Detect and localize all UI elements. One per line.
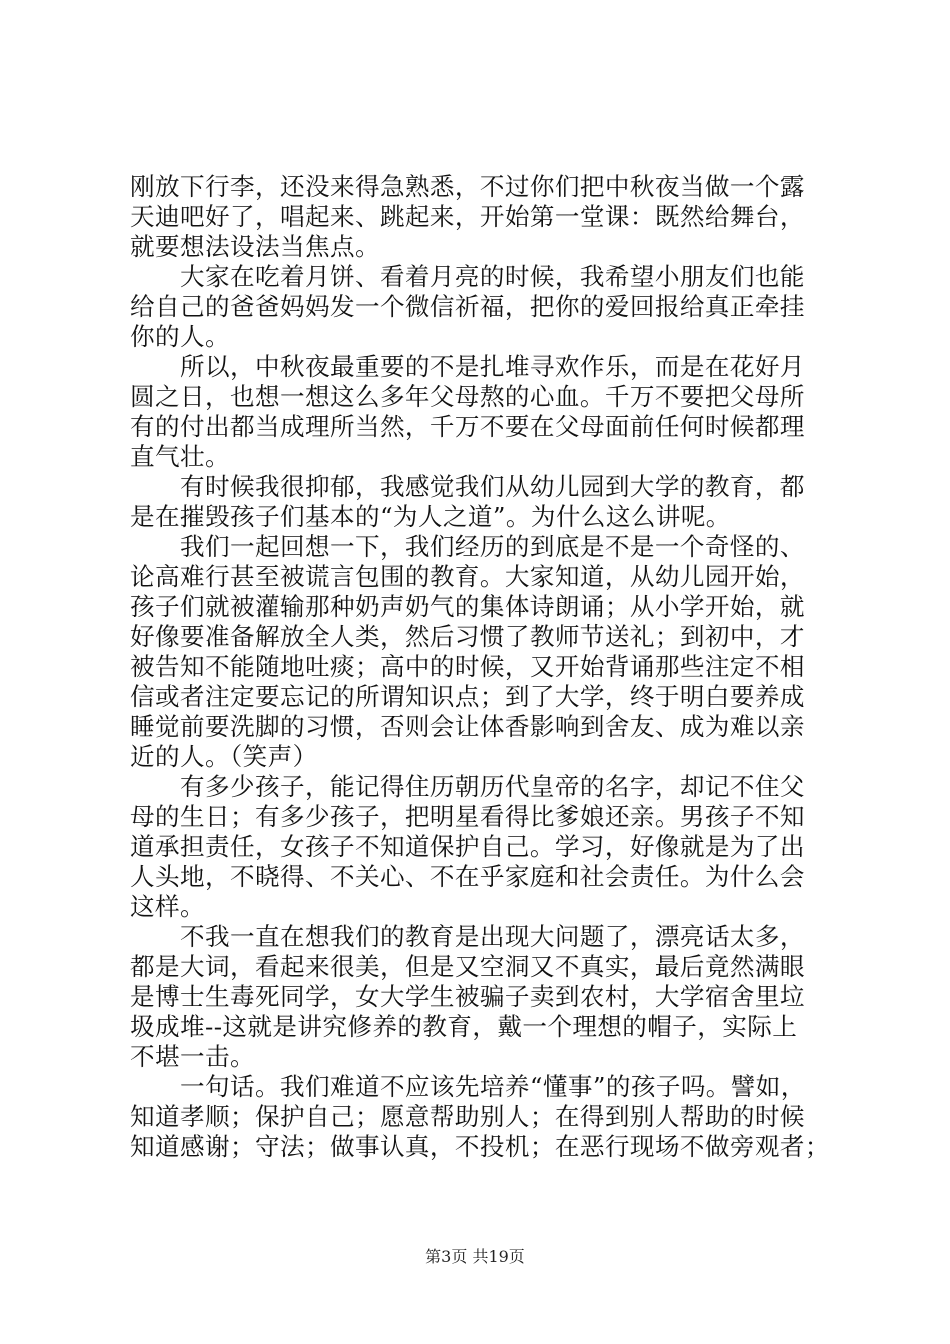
- text-line: 不我一直在想我们的教育是出现大问题了，漂亮话太多，: [130, 922, 805, 951]
- text-line: 是博士生毒死同学，女大学生被骗子卖到农村，大学宿舍里垃: [130, 982, 805, 1011]
- text-line: 是在摧毁孩子们基本的“为人之道”。为什么这么讲呢。: [130, 502, 731, 531]
- text-line: 好像要准备解放全人类，然后习惯了教师节送礼；到初中，才: [130, 622, 805, 651]
- text-line: 有多少孩子，能记得住历朝历代皇帝的名字，却记不住父: [130, 772, 805, 801]
- document-body: [130, 172, 840, 1162]
- text-line: 知道感谢；守法；做事认真，不投机；在恶行现场不做旁观者；: [130, 1132, 830, 1161]
- text-line: 给自己的爸爸妈妈发一个微信祈福，把你的爱回报给真正牵挂: [130, 292, 805, 321]
- text-line: 直气壮。: [130, 442, 230, 471]
- text-line: 睡觉前要洗脚的习惯，否则会让体香影响到舍友、成为难以亲: [130, 712, 805, 741]
- text-line: 天迪吧好了，唱起来、跳起来，开始第一堂课：既然给舞台，: [130, 202, 805, 231]
- text-line: 我们一起回想一下，我们经历的到底是不是一个奇怪的、: [130, 532, 805, 561]
- text-line: 圆之日，也想一想这么多年父母熬的心血。千万不要把父母所: [130, 382, 805, 411]
- text-line: 信或者注定要忘记的所谓知识点；到了大学，终于明白要养成: [130, 682, 805, 711]
- text-line: 所以，中秋夜最重要的不是扎堆寻欢作乐，而是在花好月: [130, 352, 805, 381]
- text-line: 一句话。我们难道不应该先培养“懂事”的孩子吗。譬如，: [130, 1072, 806, 1101]
- text-line: 道承担责任，女孩子不知道保护自己。学习，好像就是为了出: [130, 832, 805, 861]
- text-line: 有的付出都当成理所当然，千万不要在父母面前任何时候都理: [130, 412, 805, 441]
- text-line: 刚放下行李，还没来得急熟悉，不过你们把中秋夜当做一个露: [130, 172, 805, 201]
- text-line: 大家在吃着月饼、看着月亮的时候，我希望小朋友们也能: [130, 262, 805, 291]
- text-line: 都是大词，看起来很美，但是又空洞又不真实，最后竟然满眼: [130, 952, 805, 981]
- text-line: 你的人。: [130, 322, 230, 351]
- text-line: 近的人。（笑声）: [130, 742, 318, 771]
- text-line: 母的生日；有多少孩子，把明星看得比爹娘还亲。男孩子不知: [130, 802, 805, 831]
- text-line: 人头地，不晓得、不关心、不在乎家庭和社会责任。为什么会: [130, 862, 805, 891]
- text-line: 这样。: [130, 892, 205, 921]
- text-line: 被告知不能随地吐痰；高中的时候，又开始背诵那些注定不相: [130, 652, 805, 681]
- text-line: 不堪一击。: [130, 1042, 255, 1071]
- text-line: 圾成堆--这就是讲究修养的教育，戴一个理想的帽子，实际上: [130, 1012, 798, 1041]
- text-line: 有时候我很抑郁，我感觉我们从幼儿园到大学的教育，都: [130, 472, 805, 501]
- text-line: 论高难行甚至被谎言包围的教育。大家知道，从幼儿园开始，: [130, 562, 805, 591]
- text-line: 就要想法设法当焦点。: [130, 232, 380, 261]
- text-line: 知道孝顺；保护自己；愿意帮助别人；在得到别人帮助的时候: [130, 1102, 805, 1131]
- text-line: 孩子们就被灌输那种奶声奶气的集体诗朗诵；从小学开始，就: [130, 592, 805, 621]
- page-footer: 第3页 共19页: [425, 1247, 525, 1266]
